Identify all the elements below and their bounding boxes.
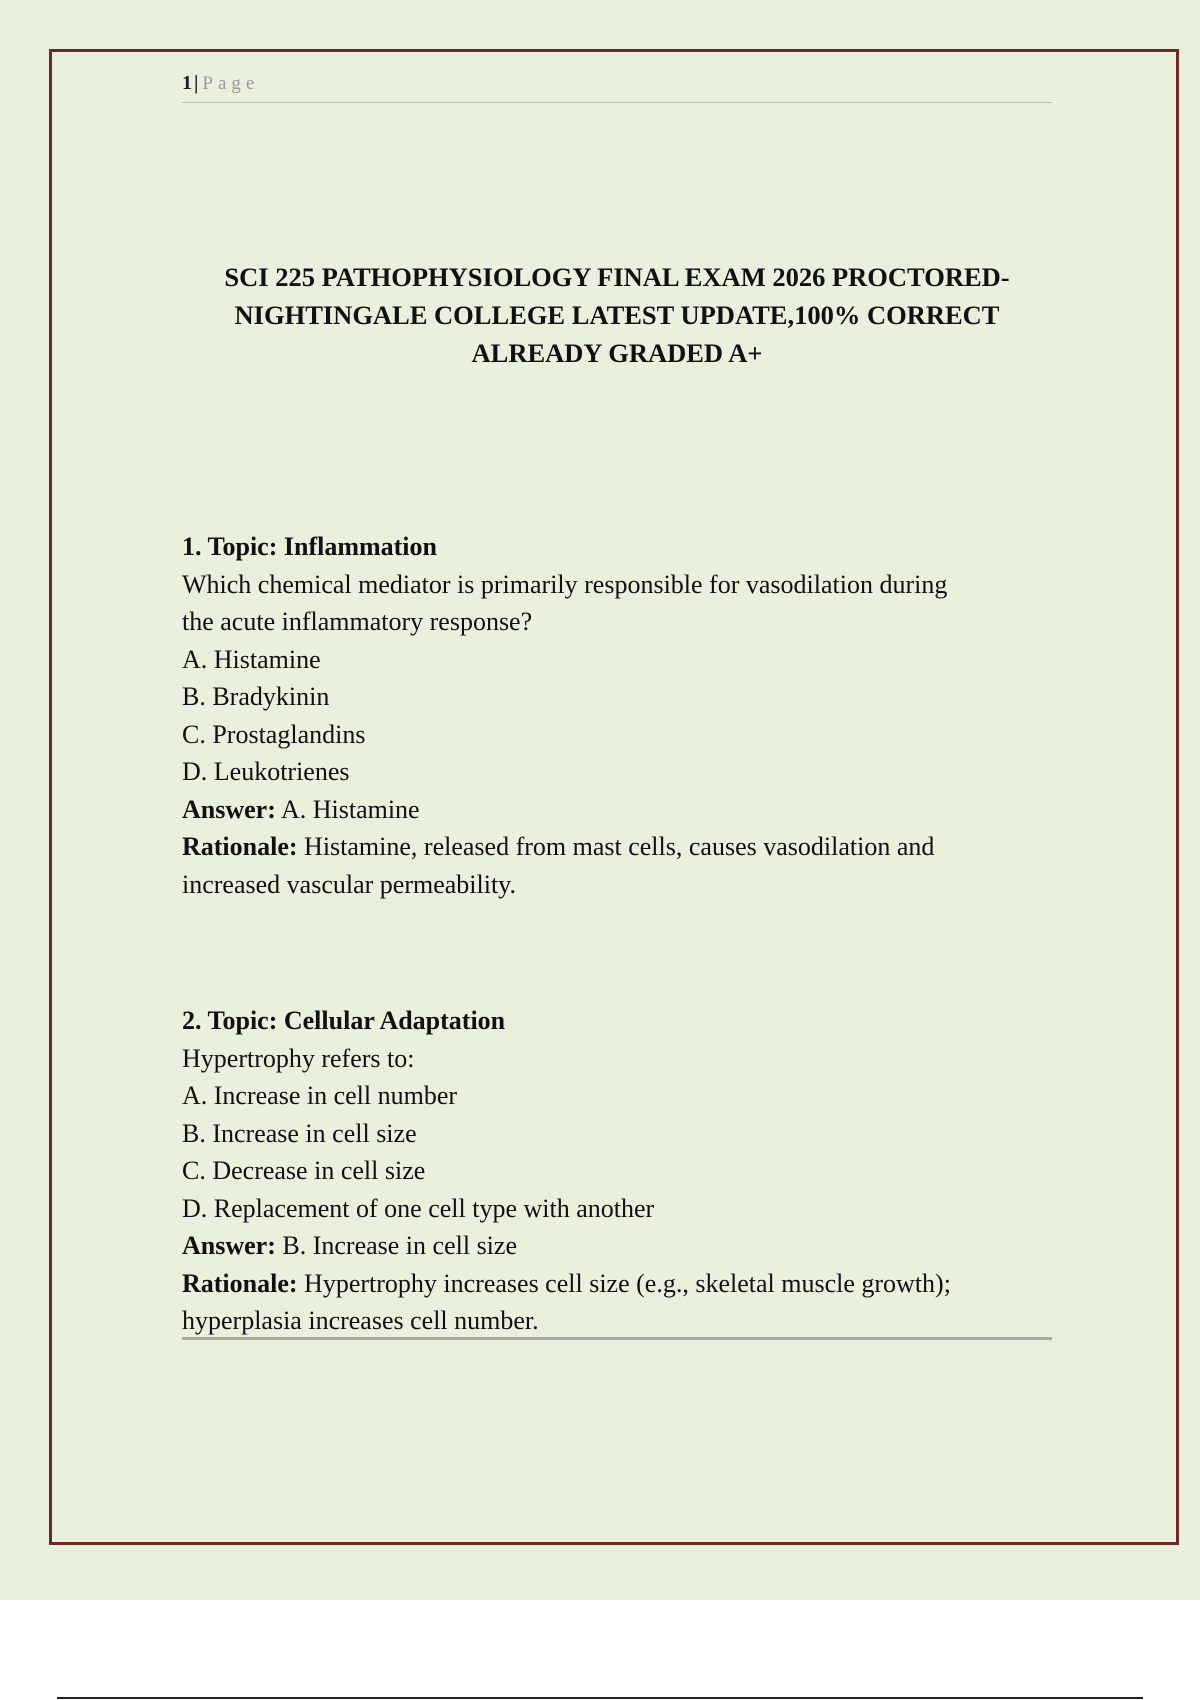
- answer-option: A. Increase in cell number: [182, 1081, 458, 1110]
- title-line-3: ALREADY GRADED A+: [471, 338, 763, 368]
- question-stem-line: Hypertrophy refers to:: [182, 1043, 415, 1073]
- answer-option: D. Replacement of one cell type with another: [182, 1193, 655, 1223]
- answer-value: A. Histamine: [280, 794, 420, 824]
- rationale-line: [182, 828, 1062, 866]
- answer-line: [182, 791, 1062, 829]
- rationale-text-continued: increased vascular permeability.: [182, 869, 516, 899]
- title-line-2: NIGHTINGALE COLLEGE LATEST UPDATE,100% CORRECT: [234, 300, 1000, 330]
- answer-label: Answer:: [182, 794, 276, 824]
- rationale-text: Hypertrophy increases cell size (e.g., skeletal muscle growth);: [304, 1268, 951, 1298]
- rationale-label: Rationale:: [182, 1268, 298, 1298]
- answer-label: Answer:: [182, 1231, 276, 1260]
- rationale-text-continued: hyperplasia increases cell number.: [182, 1306, 539, 1335]
- rationale-line: [182, 1265, 1062, 1303]
- question-stem-line: Which chemical mediator is primarily responsible for vasodilation during: [182, 569, 948, 599]
- answer-option: B. Increase in cell size: [182, 1118, 417, 1148]
- rationale-label: Rationale:: [182, 832, 298, 861]
- section-divider: [182, 1337, 1052, 1340]
- answer-option: A. Histamine: [182, 644, 321, 674]
- rationale-text: Histamine, released from mast cells, causes vasodilation and: [304, 832, 935, 861]
- answer-line: [182, 1227, 1062, 1265]
- question-2: [182, 1002, 1062, 1340]
- question-heading: 1. Topic: Inflammation: [182, 532, 437, 561]
- question-heading: 2. Topic: Cellular Adaptation: [182, 1006, 506, 1035]
- answer-option: B. Bradykinin: [182, 682, 330, 711]
- header-separator: |: [194, 72, 199, 94]
- answer-option: C. Prostaglandins: [182, 719, 366, 749]
- question-spacer: [182, 903, 1062, 1002]
- questions-list: [182, 528, 1062, 1340]
- document-title: [182, 258, 1052, 372]
- question-stem-line: the acute inflammatory response?: [182, 607, 533, 636]
- answer-value: B. Increase in cell size: [282, 1231, 517, 1260]
- question-1: [182, 528, 1062, 903]
- page-header: [182, 72, 1052, 103]
- page-number: 1: [182, 72, 192, 94]
- page-bottom-rule: [57, 1697, 1143, 1699]
- answer-option: D. Leukotrienes: [182, 757, 350, 786]
- title-line-1: SCI 225 PATHOPHYSIOLOGY FINAL EXAM 2026 PROCTORED-: [224, 262, 1010, 292]
- page-label: Page: [202, 73, 260, 94]
- answer-option: C. Decrease in cell size: [182, 1156, 426, 1185]
